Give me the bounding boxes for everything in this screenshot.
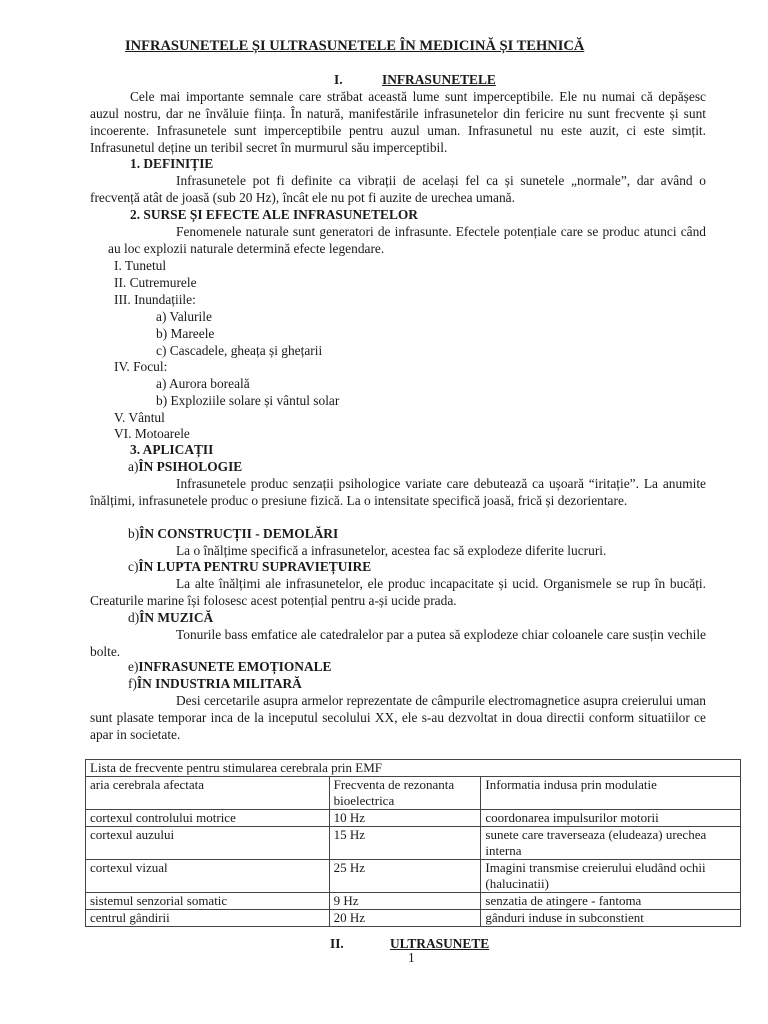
table-cell: 20 Hz	[329, 910, 481, 927]
aplicatii-heading: 3. APLICAȚII	[130, 442, 214, 457]
table-header-row	[86, 777, 741, 810]
table-header-cell: Informatia indusa prin modulatie	[481, 777, 741, 810]
surse-heading: 2. SURSE ȘI EFECTE ALE INFRASUNETELOR	[130, 207, 418, 222]
subsection-d-paragraph: Tonurile bass emfatice ale catedralelor par a putea să explodeze chiar coloanele care susțin vechile bolte.	[90, 627, 706, 659]
table-row	[86, 860, 741, 893]
subsection-f-heading: f)ÎN INDUSTRIA MILITARĂ	[128, 676, 302, 691]
section-1-numeral: I.	[334, 72, 343, 87]
section-1-heading: INFRASUNETELE	[382, 72, 496, 87]
list-item: c) Cascadele, gheața și ghețarii	[156, 343, 323, 358]
list-item: II. Cutremurele	[114, 275, 197, 290]
table-row	[86, 910, 741, 927]
section-2-numeral: II.	[330, 936, 344, 951]
table-row	[86, 893, 741, 910]
table-caption-row	[86, 760, 741, 777]
subsection-e-heading: e)INFRASUNETE EMOȚIONALE	[128, 659, 332, 674]
table-cell: cortexul vizual	[86, 860, 330, 893]
table-cell: 15 Hz	[329, 827, 481, 860]
list-item: a) Aurora boreală	[156, 376, 250, 391]
subsection-b-paragraph: La o înălțime specifică a infrasunetelor, acestea fac să explodeze diferite lucruri.	[176, 543, 607, 558]
subsection-d-heading: d)ÎN MUZICĂ	[128, 610, 214, 625]
table-cell: cortexul auzului	[86, 827, 330, 860]
table-cell: 9 Hz	[329, 893, 481, 910]
emf-frequency-table	[85, 759, 741, 927]
table-cell: sunete care traverseaza (eludeaza) urechea interna	[481, 827, 741, 860]
list-item: IV. Focul:	[114, 359, 168, 374]
intro-paragraph: Cele mai importante semnale care străbat această lume sunt imperceptibile. Ele nu numai că depășesc auzul nostru, dar ne învăluie ființa. În natură, manifestările infrasunetelor din fericire nu sunt frecvente și sunt incoerente. Infrasunetele sunt imperceptibile pentru auzul uman. Infrasunetul nu este auzit, ci este simțit. Infrasunetul deține un teribil secret în murmurul său imperceptibil.	[90, 89, 706, 155]
section-2-heading: ULTRASUNETE	[390, 936, 490, 951]
page-title: INFRASUNETELE ȘI ULTRASUNETELE ÎN MEDICINĂ ȘI TEHNICĂ	[125, 38, 585, 54]
list-item: III. Inundațiile:	[114, 292, 196, 307]
table-cell: cortexul controlului motrice	[86, 810, 330, 827]
list-item: b) Mareele	[156, 326, 215, 341]
list-item: b) Exploziile solare și vântul solar	[156, 393, 340, 408]
table-cell: sistemul senzorial somatic	[86, 893, 330, 910]
table-row	[86, 810, 741, 827]
table-cell: Imagini transmise creierului eludând ochii (halucinatii)	[481, 860, 741, 893]
table-cell: 25 Hz	[329, 860, 481, 893]
surse-paragraph: Fenomenele naturale sunt generatori de infrasunte. Efectele potențiale care se produc atunci când au loc explozii naturale determină efecte legendare.	[108, 224, 706, 256]
list-item: a) Valurile	[156, 309, 212, 324]
table-cell: gânduri induse in subconstient	[481, 910, 741, 927]
table-row	[86, 827, 741, 860]
subsection-a-heading: a)ÎN PSIHOLOGIE	[128, 459, 243, 474]
subsection-b-heading: b)ÎN CONSTRUCȚII - DEMOLĂRI	[128, 526, 339, 541]
list-item: VI. Motoarele	[114, 426, 190, 441]
table-cell: centrul gândirii	[86, 910, 330, 927]
list-item: I. Tunetul	[114, 258, 167, 273]
table-cell: coordonarea impulsurilor motorii	[481, 810, 741, 827]
table-cell: 10 Hz	[329, 810, 481, 827]
table-cell: senzatia de atingere - fantoma	[481, 893, 741, 910]
table-header-cell: aria cerebrala afectata	[86, 777, 330, 810]
page-number: 1	[408, 950, 415, 965]
definitie-heading: 1. DEFINIȚIE	[130, 156, 214, 171]
list-item: V. Vântul	[114, 410, 165, 425]
table-caption: Lista de frecvente pentru stimularea cerebrala prin EMF	[86, 760, 741, 777]
table-header-cell: Frecventa de rezonanta bioelectrica	[329, 777, 481, 810]
subsection-c-heading: c)ÎN LUPTA PENTRU SUPRAVIEȚUIRE	[128, 559, 372, 574]
subsection-f-paragraph: Desi cercetarile asupra armelor reprezentate de câmpurile electromagnetice asupra creierului uman sunt plasate temporar inca de la inceputul secolului XX, ele s-au dezvoltat in doua directii conform situatiilor ce apar in societate.	[90, 693, 706, 742]
definitie-paragraph: Infrasunetele pot fi definite ca vibrații de același fel ca și sunetele „normale”, dar având o frecvență atât de joasă (sub 20 Hz), încât ele nu pot fi auzite de urechea umană.	[90, 173, 706, 205]
subsection-c-paragraph: La alte înălțimi ale infrasunetelor, ele produc incapacitate și ucid. Organismele se rup în bucăți. Creaturile marine își folosesc acest potențial pentru a-și ucide prada.	[90, 576, 706, 608]
subsection-a-paragraph: Infrasunetele produc senzații psihologice variate care debutează ca ușoară “iritație”. La anumite înălțimi, infrasunetele produc o presiune fizică. La o intensitate specifică joasă, frică și dezorientare.	[90, 476, 706, 508]
